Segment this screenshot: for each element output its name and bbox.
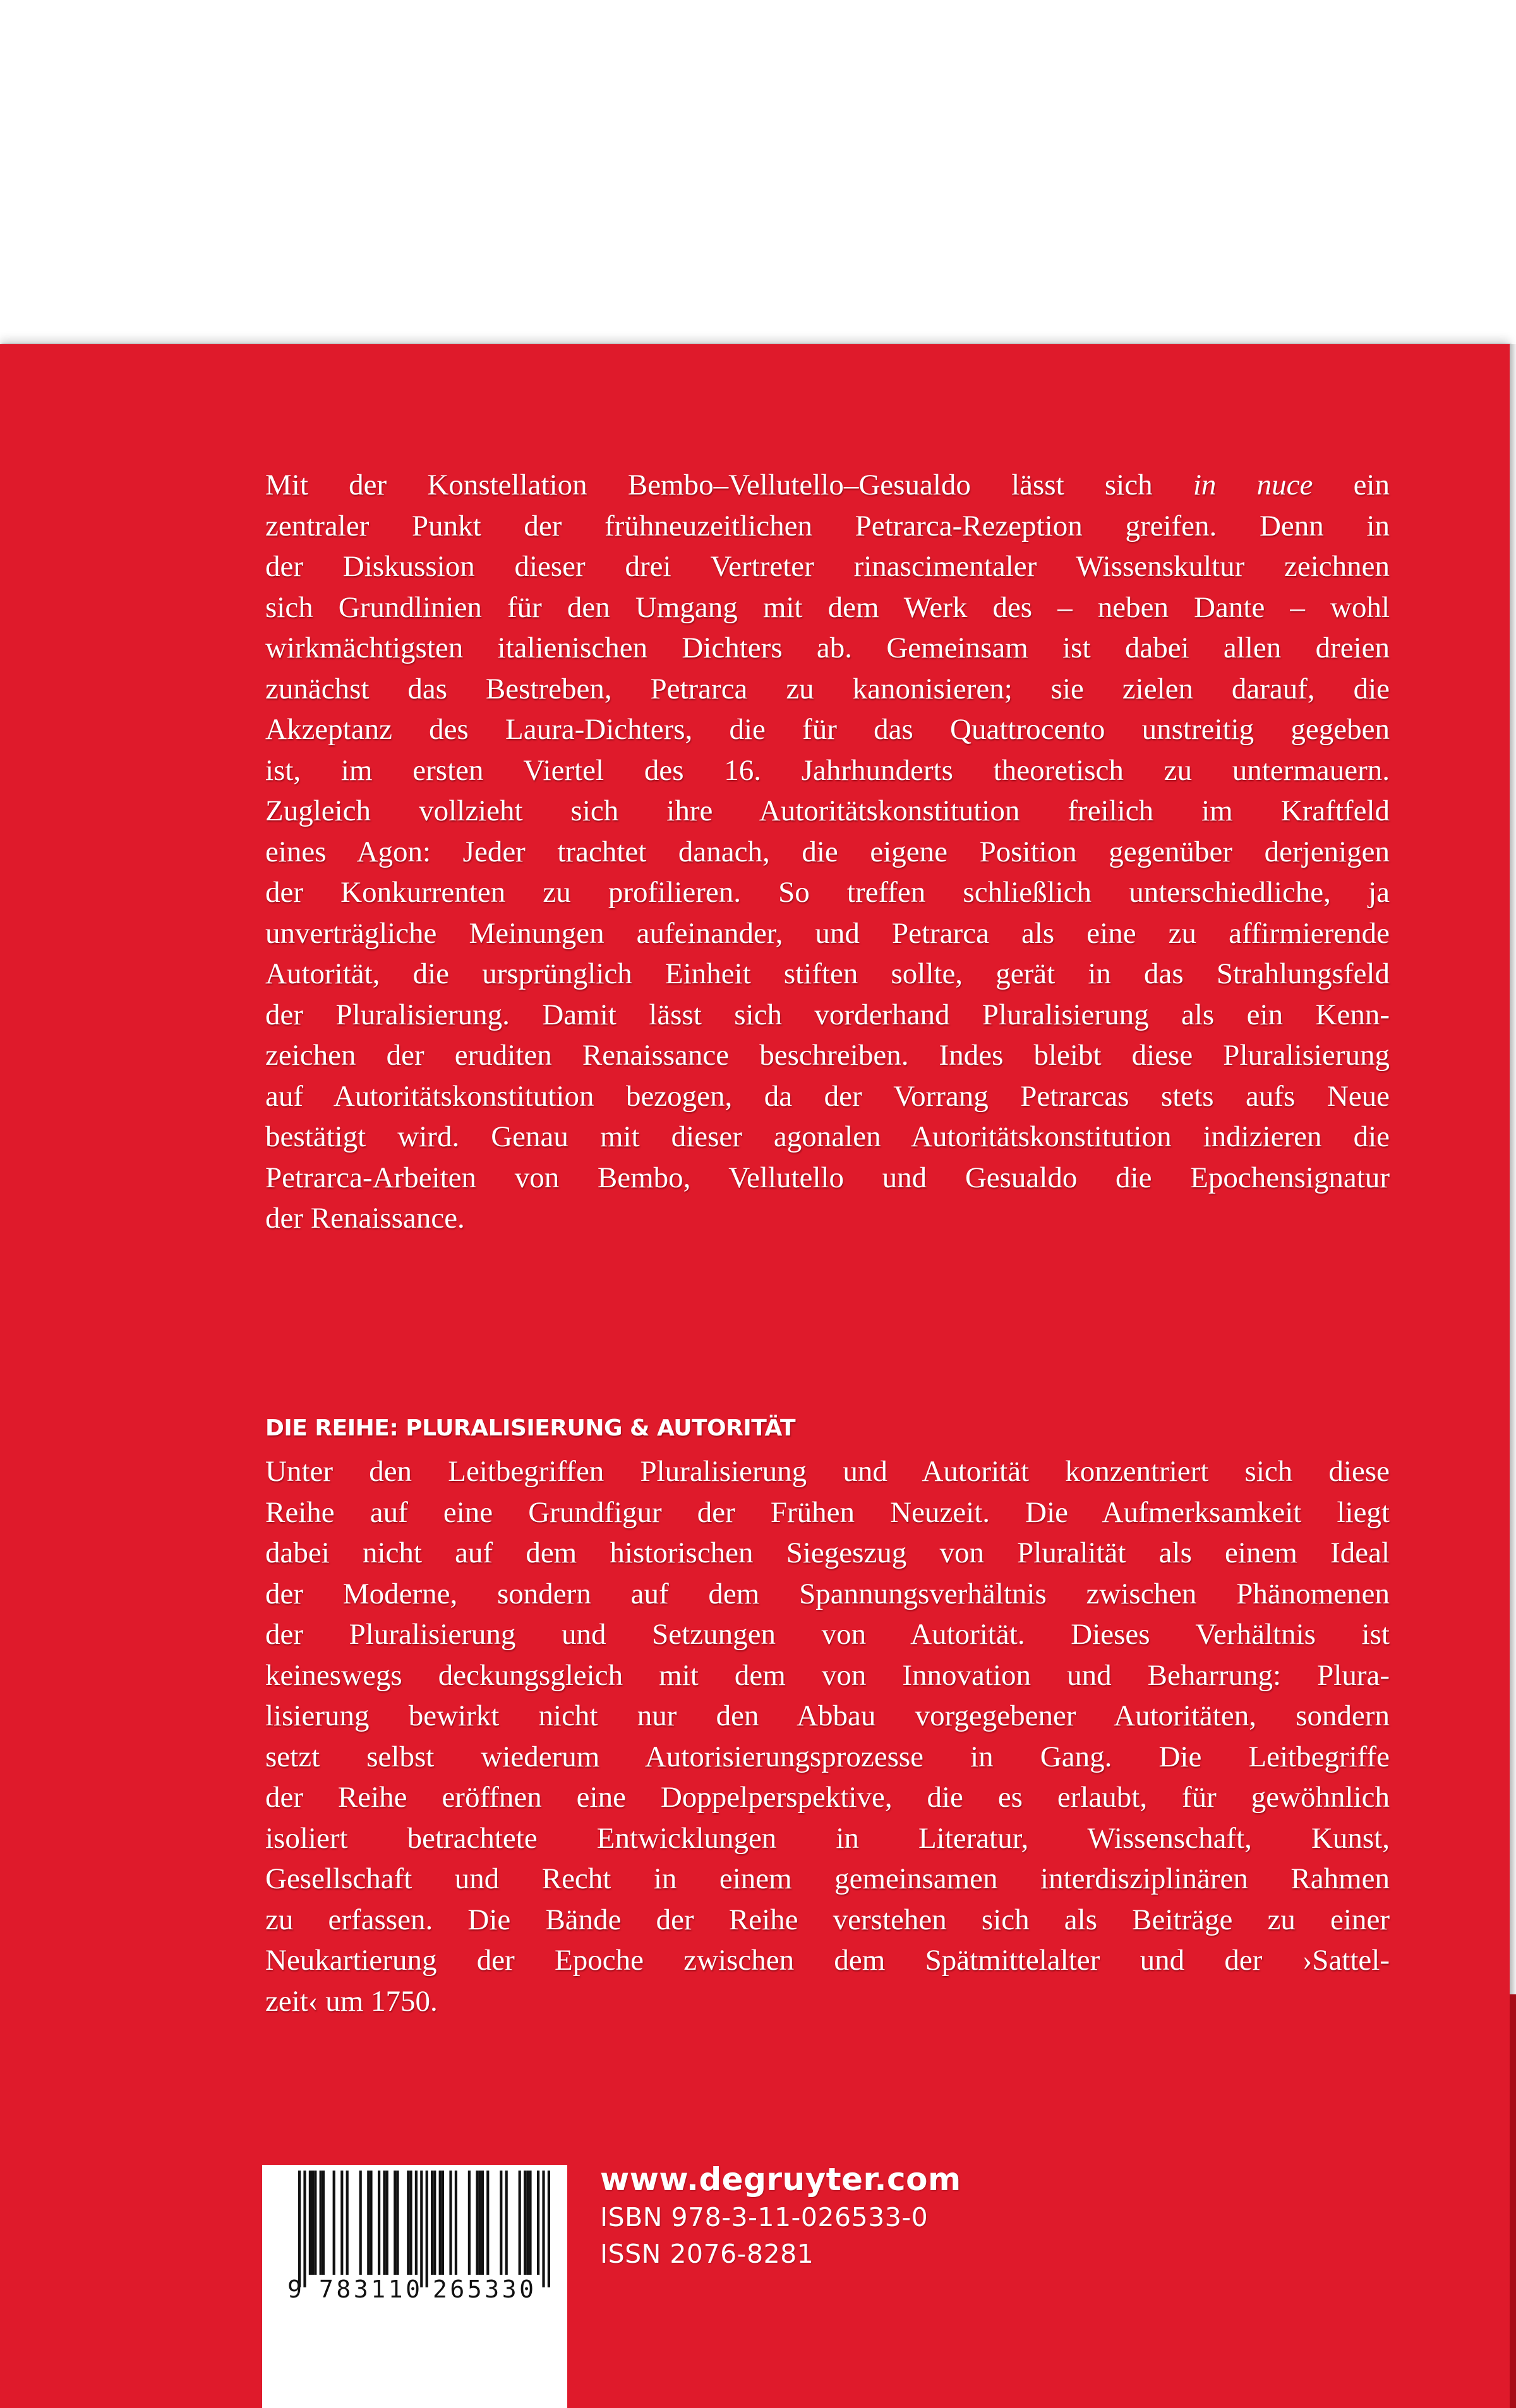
barcode-bar <box>529 2171 531 2275</box>
series-line: keineswegs deckungsgleich mit dem von Innovation und Beharrung: Plura- <box>265 1658 1390 1692</box>
series-line: der Pluralisierung und Setzungen von Autorität. Dieses Verhältnis ist <box>265 1618 1390 1651</box>
barcode-bar <box>309 2171 311 2275</box>
blurb-italic-phrase: in nuce <box>1193 469 1313 501</box>
blurb-line: zunächst das Bestreben, Petrarca zu kanonisieren; sie zielen darauf, die <box>265 672 1390 705</box>
series-line: Reihe auf eine Grundfigur der Frühen Neuzeit. Die Aufmerksamkeit liegt <box>265 1495 1390 1529</box>
top-margin <box>0 0 1516 341</box>
barcode-bar <box>386 2171 388 2275</box>
series-line: Gesellschaft und Recht in einem gemeinsamen interdisziplinären Rahmen <box>265 1862 1390 1895</box>
barcode-bar <box>311 2171 314 2275</box>
blurb-line: zentraler Punkt der frühneuzeitlichen Petrarca-Rezeption greifen. Denn in <box>265 509 1390 542</box>
series-line: setzt selbst wiederum Autorisierungsprozesse in Gang. Die Leitbegriffe <box>265 1740 1390 1773</box>
blurb-line-text: ein <box>1313 469 1390 501</box>
barcode-bar <box>340 2171 343 2275</box>
barcode-bar <box>519 2171 521 2275</box>
isbn-barcode <box>262 2165 567 2408</box>
series-line: Unter den Leitbegriffen Pluralisierung und Autorität konzentriert sich diese <box>265 1455 1390 1488</box>
page-edge-upper <box>1510 344 1516 1994</box>
blurb-line: Zugleich vollzieht sich ihre Autoritätskonstitution freilich im Kraftfeld <box>265 794 1390 827</box>
isbn-number: ISBN 978-3-11-026533-0 <box>600 2202 929 2232</box>
barcode-bar <box>481 2171 484 2275</box>
blurb-line: Autorität, die ursprünglich Einheit stiften sollte, gerät in das Strahlungsfeld <box>265 957 1390 990</box>
barcode-bar <box>415 2171 418 2275</box>
blurb-line: der Renaissance. <box>265 1202 465 1235</box>
barcode-bar <box>383 2171 385 2275</box>
barcode-bar <box>378 2171 380 2275</box>
series-line: lisierung bewirkt nicht nur den Abbau vorgegebener Autoritäten, sondern <box>265 1699 1390 1732</box>
barcode-bar <box>505 2171 508 2275</box>
barcode-bar <box>333 2171 335 2275</box>
barcode-bar <box>439 2171 442 2275</box>
book-blurb <box>265 465 1390 1239</box>
blurb-line: der Diskussion dieser drei Vertreter rinascimentaler Wissenskultur zeichnen <box>265 550 1390 583</box>
blurb-line: wirkmächtigsten italienischen Dichters ab. Gemeinsam ist dabei allen dreien <box>265 632 1390 664</box>
barcode-bar <box>314 2171 316 2275</box>
barcode-bar <box>346 2171 349 2275</box>
barcode-bar <box>359 2171 362 2275</box>
barcode-bar <box>409 2171 412 2275</box>
publisher-info <box>600 2160 961 2272</box>
barcode-graphic <box>262 2165 567 2408</box>
blurb-line: sich Grundlinien für den Umgang mit dem Werk des – neben Dante – wohl <box>265 590 1390 624</box>
series-line: zeit‹ um 1750. <box>265 1984 438 2018</box>
barcode-bar <box>407 2171 409 2275</box>
barcode-bar <box>486 2171 489 2275</box>
blurb-line: Petrarca-Arbeiten von Bembo, Vellutello und Gesualdo die Epochensignatur <box>265 1161 1390 1194</box>
series-line: isoliert betrachtete Entwicklungen in Literatur, Wissenschaft, Kunst, <box>265 1821 1390 1855</box>
barcode-bar <box>548 2171 550 2287</box>
blurb-line <box>265 465 1390 506</box>
series-line: dabei nicht auf dem historischen Siegeszug von Pluralität als einem Ideal <box>265 1536 1390 1569</box>
series-line: der Moderne, sondern auf dem Spannungsverhältnis zwischen Phänomenen <box>265 1577 1390 1610</box>
barcode-bar <box>479 2171 481 2275</box>
barcode-bar <box>476 2171 478 2275</box>
blurb-line: Akzeptanz des Laura-Dichters, die für das Quattrocento unstreitig gegeben <box>265 713 1390 746</box>
blurb-line: eines Agon: Jeder trachtet danach, die eigene Position gegenüber derjenigen <box>265 835 1390 868</box>
blurb-line: ist, im ersten Viertel des 16. Jahrhunderts theoretisch zu untermauern. <box>265 753 1390 787</box>
barcode-bar <box>420 2171 423 2287</box>
barcode-bar <box>500 2171 502 2275</box>
barcode-bar <box>370 2171 372 2275</box>
barcode-bar <box>396 2171 399 2275</box>
blurb-line: bestätigt wird. Genau mit dieser agonalen Autoritätskonstitution indizieren die <box>265 1120 1390 1153</box>
barcode-bar <box>298 2171 301 2287</box>
barcode-bar <box>431 2171 433 2275</box>
blurb-line: auf Autoritätskonstitution bezogen, da der Vorrang Petrarcas stets aufs Neue <box>265 1079 1390 1113</box>
blurb-line: unverträgliche Meinungen aufeinander, und Petrarca als eine zu affirmierende <box>265 916 1390 950</box>
publisher-website[interactable]: www.degruyter.com <box>600 2161 961 2198</box>
barcode-bar <box>526 2171 529 2275</box>
barcode-bar <box>524 2171 526 2275</box>
barcode-bar <box>449 2171 452 2275</box>
barcode-bar <box>542 2171 544 2287</box>
barcode-bar <box>433 2171 436 2275</box>
page-edge-lower <box>1510 1994 1516 2408</box>
barcode-bar <box>367 2171 370 2275</box>
issn-number: ISSN 2076-8281 <box>600 2239 814 2269</box>
blurb-line: der Pluralisierung. Damit lässt sich vorderhand Pluralisierung als ein Kenn- <box>265 998 1390 1031</box>
barcode-left-digits: 783110 <box>319 2275 420 2303</box>
blurb-line: zeichen der eruditen Renaissance beschreiben. Indes bleibt diese Pluralisierung <box>265 1039 1390 1072</box>
blurb-line-text: Mit der Konstellation Bembo–Vellutello–Gesualdo lässt sich <box>265 469 1193 501</box>
barcode-bars <box>298 2171 550 2287</box>
barcode-first-digit: 9 <box>287 2275 302 2303</box>
series-description <box>265 1408 1390 2022</box>
barcode-bar <box>468 2171 471 2275</box>
barcode-bar <box>320 2171 322 2275</box>
series-heading: DIE REIHE: PLURALISIERUNG & AUTORITÄT <box>265 1415 796 1441</box>
series-line: Neukartierung der Epoche zwischen dem Spätmittelalter und der ›Sattel- <box>265 1944 1390 1977</box>
barcode-bar <box>303 2171 306 2287</box>
barcode-bar <box>537 2171 539 2275</box>
blurb-line: der Konkurrenten zu profilieren. So treffen schließlich unterschiedliche, ja <box>265 876 1390 909</box>
barcode-bar <box>394 2171 396 2275</box>
series-line: zu erfassen. Die Bände der Reihe verstehen sich als Beiträge zu einer <box>265 1903 1390 1936</box>
barcode-bar <box>455 2171 457 2275</box>
series-line: der Reihe eröffnen eine Doppelperspektive, die es erlaubt, für gewöhnlich <box>265 1781 1390 1814</box>
barcode-bar <box>442 2171 444 2275</box>
barcode-right-digits: 265330 <box>433 2275 534 2303</box>
barcode-bar <box>322 2171 325 2275</box>
barcode-bar <box>426 2171 428 2287</box>
